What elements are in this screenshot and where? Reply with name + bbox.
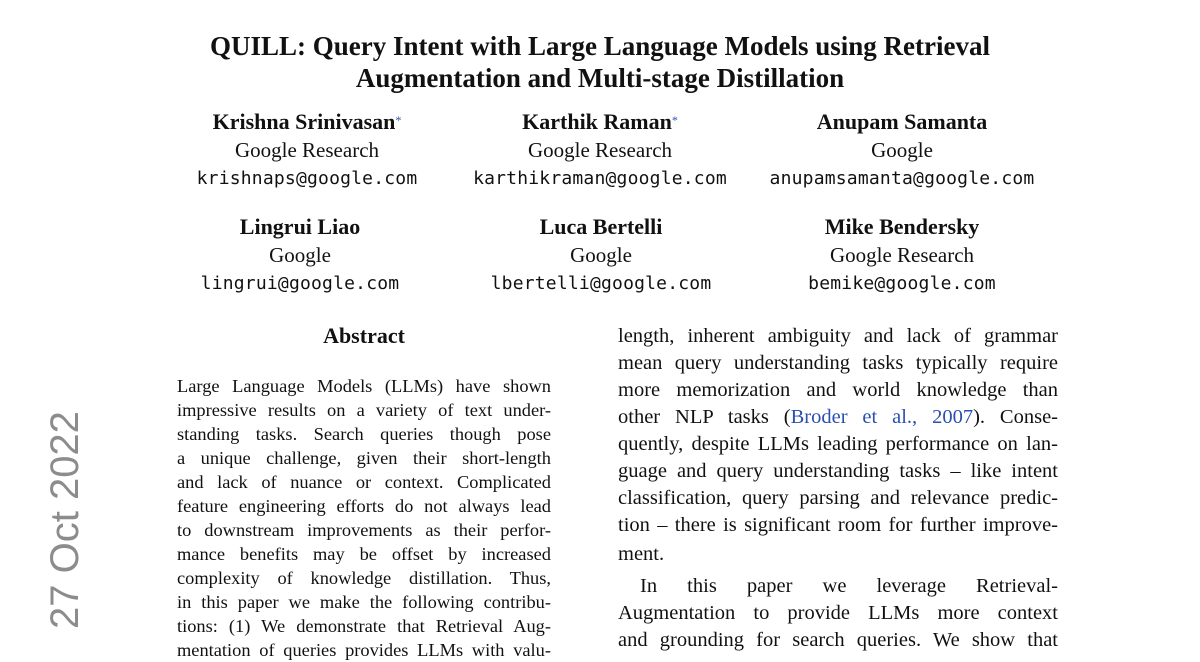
author-affiliation: Google Research — [234, 138, 380, 162]
abstract-line: standing tasks. Search queries though pose — [177, 424, 551, 444]
body-line: quently, despite LLMs leading performance on lan- — [618, 433, 1058, 455]
abstract-line: to downstream improvements as their perfor- — [177, 520, 551, 540]
author-name: Anupam Samanta — [816, 109, 988, 134]
body-line: tion – there is significant room for further improve- — [618, 514, 1058, 536]
title-line-1: QUILL: Query Intent with Large Language Models using Retrieval — [210, 31, 990, 61]
body-line: length, inherent ambiguity and lack of grammar — [618, 325, 1058, 347]
abstract-line: tions: (1) We demonstrate that Retrieval Aug- — [177, 616, 551, 636]
body-line: more memorization and world knowledge than — [618, 379, 1058, 401]
abstract-heading: Abstract — [323, 323, 405, 348]
abstract-line: mance benefits may be offset by increased — [177, 544, 551, 564]
body-line: mean query understanding tasks typically require — [618, 352, 1058, 374]
abstract-line: impressive results on a variety of text under- — [177, 400, 551, 420]
body-line: other NLP tasks (Broder et al., 2007). Conse- — [618, 406, 1058, 428]
author-block — [451, 213, 751, 299]
author-block — [157, 108, 457, 194]
author-name: Luca Bertelli — [539, 214, 663, 239]
author-email: krishnaps@google.com — [196, 168, 418, 189]
author-name: Lingrui Liao — [239, 214, 361, 239]
author-affiliation: Google Research — [829, 243, 975, 267]
author-name: Karthik Raman — [522, 109, 672, 134]
paper-title — [0, 30, 1200, 94]
author-affiliation: Google — [269, 243, 331, 267]
author-affiliation: Google Research — [527, 138, 673, 162]
abstract-line: in this paper we make the following contribu- — [177, 592, 551, 612]
author-name: Mike Bendersky — [824, 214, 980, 239]
body-line: In this paper we leverage Retrieval- — [640, 575, 1058, 597]
body-line: guage and query understanding tasks – like intent — [618, 460, 1058, 482]
body-line: classification, query parsing and relevance predic- — [618, 487, 1058, 509]
author-email: lbertelli@google.com — [490, 273, 712, 294]
abstract-line: mentation of queries provides LLMs with valu- — [177, 640, 551, 660]
author-email: lingrui@google.com — [200, 273, 400, 294]
author-block — [752, 213, 1052, 299]
author-block — [450, 108, 750, 194]
equal-contribution-mark[interactable]: * — [671, 113, 678, 127]
citation-link[interactable]: Broder et al., 2007 — [790, 406, 974, 428]
abstract-line: a unique challenge, given their short-length — [177, 448, 551, 468]
author-affiliation: Google — [871, 138, 933, 162]
arxiv-date-stamp: 27 Oct 2022 — [43, 411, 87, 629]
author-email: karthikraman@google.com — [473, 168, 727, 189]
body-line: and grounding for search queries. We show that — [618, 629, 1058, 651]
author-email: bemike@google.com — [808, 273, 996, 294]
body-line: Augmentation to provide LLMs more context — [618, 602, 1058, 624]
abstract-line: and lack of nuance or context. Complicated — [177, 472, 551, 492]
body-line: ment. — [618, 543, 665, 565]
equal-contribution-mark[interactable]: * — [395, 113, 402, 127]
author-block — [150, 213, 450, 299]
author-affiliation: Google — [570, 243, 632, 267]
abstract-line: Large Language Models (LLMs) have shown — [177, 376, 551, 396]
author-name: Krishna Srinivasan — [212, 109, 396, 134]
author-block — [752, 108, 1052, 194]
title-line-2: Augmentation and Multi-stage Distillation — [355, 63, 845, 93]
author-email: anupamsamanta@google.com — [769, 168, 1035, 189]
abstract-line: complexity of knowledge distillation. Thus, — [177, 568, 551, 588]
abstract-line: feature engineering efforts do not always lead — [177, 496, 551, 516]
